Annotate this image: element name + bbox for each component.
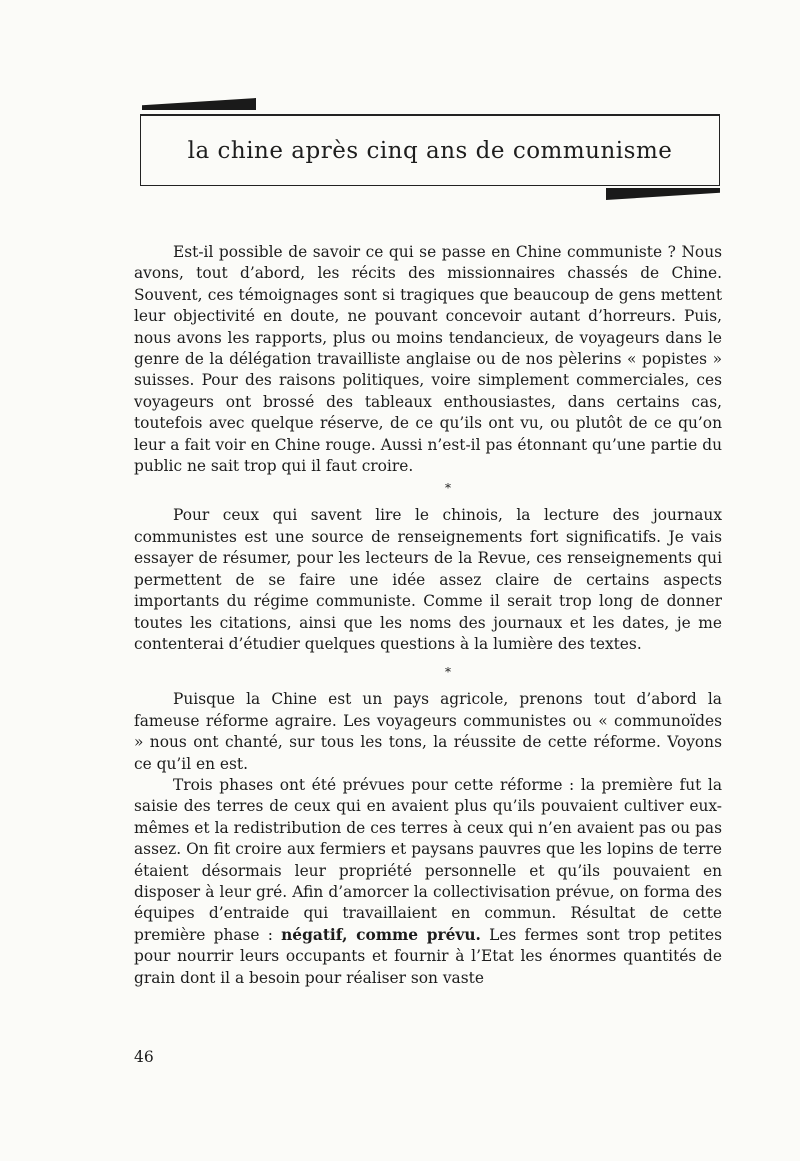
- page-number: 46: [134, 1048, 154, 1066]
- article-body: [134, 242, 722, 989]
- paragraph-4: [134, 775, 722, 989]
- paragraph-2: Pour ceux qui savent lire le chinois, la lecture des journaux communistes est une source de renseignements fort significatifs. Je vais essayer de résumer, pour les lecteurs de la Revue, ces renseignements qui permettent de se faire une idée assez claire de certains aspects importants du régime communiste. Comme il serait trop long de donner toutes les citations, ainsi que les noms des journaux et les dates, je me contenterai d’étudier quelques questions à la lumière des textes.: [134, 506, 722, 653]
- article-title: la chine après cinq ans de communisme: [187, 137, 673, 164]
- paragraph-1: Est-il possible de savoir ce qui se passe en Chine communiste ? Nous avons, tout d’abord, les récits des missionnaires chassés de Chine. Souvent, ces témoignages sont si tragiques que beaucoup de gens mettent leur objectivité en doute, ne pouvant concevoir autant d’horreurs. Puis, nous avons les rapports, plus ou moins tendancieux, de voyageurs dans le genre de la délégation travailliste anglaise ou de nos pèlerins « popistes » suisses. Pour des raisons politiques, voire simplement commerciales, ces voyageurs ont brossé des tableaux enthousiastes, dans certains cas, toutefois avec quelque réserve, de ce qu’ils ont vu, ou plutôt de ce qu’on leur a fait voir en Chine rouge. Aussi n’est-il pas étonnant qu’une partie du public ne sait trop qui il faut croire.: [134, 243, 722, 476]
- title-box: [140, 114, 720, 186]
- paragraph-4-text-b: Les fermes sont trop petites pour nourrir leurs occupants et fournir à l’Etat les énormes quantités de grain dont il a besoin pour réaliser son vaste: [134, 925, 722, 987]
- section-separator-2: *: [445, 665, 451, 680]
- section-separator-1: *: [445, 481, 451, 496]
- paragraph-4-bold: négatif, comme prévu.: [281, 925, 481, 944]
- paragraph-4-text-a: Trois phases ont été prévues pour cette réforme : la première fut la saisie des terres de ceux qui en avaient plus qu’ils pouvaient cultiver eux-mêmes et la redistribution de ces terres à ceux qui n’en avaient pas ou pas assez. On fit croire aux fermiers et paysans pauvres que les lopins de terre étaient désormais leur propriété personnelle et qu’ils pouvaient en disposer à leur gré. Afin d’amorcer la collectivisation prévue, on forma des équipes d’entraide qui travaillaient en commun. Résultat de cette première phase :: [134, 775, 722, 944]
- paragraph-3: Puisque la Chine est un pays agricole, prenons tout d’abord la fameuse réforme agraire. Les voyageurs communistes ou « communoïdes » nous ont chanté, sur tous les tons, la réussite de cette réforme. Voyons ce qu’il en est.: [134, 690, 722, 773]
- title-decoration-bottom: [606, 188, 720, 200]
- title-decoration-top: [142, 98, 256, 110]
